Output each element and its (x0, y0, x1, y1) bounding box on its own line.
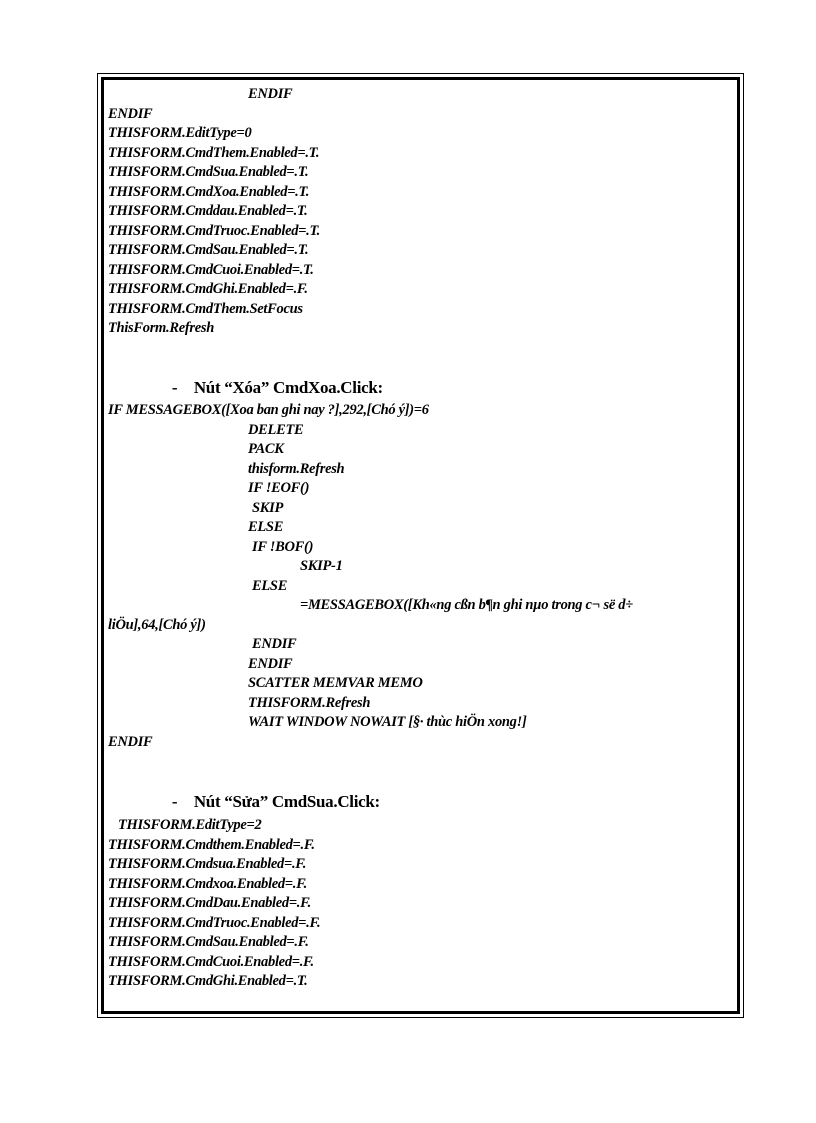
code-line: ENDIF (108, 105, 153, 122)
code-line: ENDIF (108, 733, 153, 750)
code-line: liÖu],64,[Chó ý]) (108, 616, 206, 633)
code-line: WAIT WINDOW NOWAIT [§· thùc hiÖn xong!] (248, 714, 527, 730)
code-line: THISFORM.CmdTruoc.Enabled=.F. (108, 914, 321, 931)
code-line: SCATTER MEMVAR MEMO (248, 675, 423, 691)
code-line: ELSE (248, 519, 284, 535)
code-line: THISFORM.CmdCuoi.Enabled=.T. (108, 261, 314, 278)
code-line: THISFORM.Cmdxoa.Enabled=.F. (108, 875, 307, 892)
code-line: =MESSAGEBOX([Kh«ng cßn b¶n ghi nµo trong c¬ së d÷ (300, 597, 633, 613)
bullet-dash: - (171, 378, 178, 397)
code-line: THISFORM.CmdDau.Enabled=.F. (108, 895, 311, 911)
code-line: SKIP (252, 499, 284, 516)
code-line: THISFORM.Cmddau.Enabled=.T. (108, 203, 308, 219)
code-line: THISFORM.CmdTruoc.Enabled=.T. (108, 222, 321, 239)
code-line: THISFORM.Cmdsua.Enabled=.F. (108, 856, 307, 872)
code-line: THISFORM.CmdGhi.Enabled=.F. (108, 281, 308, 297)
code-line: THISFORM.CmdCuoi.Enabled=.F. (108, 953, 314, 970)
code-line: PACK (248, 441, 284, 457)
code-line: THISFORM.CmdXoa.Enabled=.T. (108, 183, 310, 200)
code-line: IF !BOF() (252, 538, 314, 555)
code-line: THISFORM.CmdThem.Enabled=.T. (108, 144, 320, 161)
code-line: IF MESSAGEBOX([Xoa ban ghi nay ?],292,[Chó ý])=6 (108, 402, 429, 418)
code-line: IF !EOF() (248, 480, 310, 496)
code-line: THISFORM.CmdGhi.Enabled=.T. (108, 973, 308, 989)
code-line: thisform.Refresh (248, 460, 345, 477)
code-line: ENDIF (248, 86, 293, 102)
code-line: THISFORM.EditType=2 (118, 817, 262, 833)
code-line: SKIP-1 (300, 558, 343, 574)
heading-text: Nút “Xóa” CmdXoa.Click: (193, 378, 383, 397)
code-line: THISFORM.EditType=0 (108, 125, 252, 141)
code-line: ENDIF (248, 655, 293, 672)
code-line: THISFORM.CmdSau.Enabled=.T. (108, 242, 309, 258)
code-line: THISFORM.CmdSua.Enabled=.T. (108, 164, 309, 180)
code-line: THISFORM.CmdSau.Enabled=.F. (108, 934, 309, 950)
code-line: ELSE (252, 577, 288, 594)
bullet-dash: - (171, 792, 178, 811)
code-line: ENDIF (252, 636, 297, 652)
code-line: DELETE (248, 421, 304, 438)
code-line: THISFORM.Cmdthem.Enabled=.F. (108, 836, 315, 853)
code-line: THISFORM.Refresh (248, 694, 371, 711)
code-line: ThisForm.Refresh (108, 320, 214, 336)
heading-text: Nút “Sửa” CmdSua.Click: (193, 792, 380, 811)
code-line: THISFORM.CmdThem.SetFocus (108, 300, 303, 317)
